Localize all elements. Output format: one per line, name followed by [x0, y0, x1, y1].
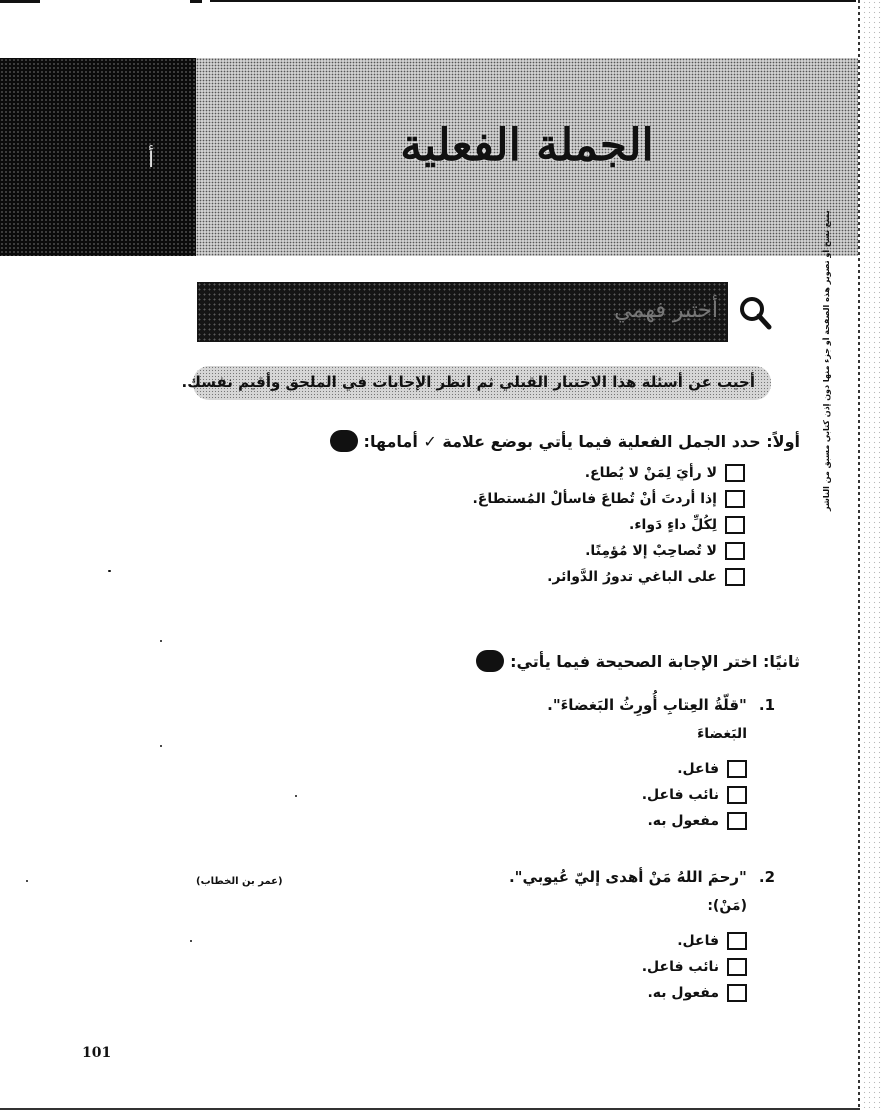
section2-title: ثانيًا: اختر الإجابة الصحيحة فيما يأتي: [510, 651, 800, 671]
checkbox[interactable] [727, 812, 747, 830]
section2-marker [476, 650, 504, 672]
list-item[interactable]: فاعل. [642, 928, 747, 954]
checkbox[interactable] [725, 568, 745, 586]
list-item[interactable]: إذا أردتَ أنْ تُطاعَ فاسألْ المُستطاعَ. [472, 486, 745, 512]
question-2-text: "رحمَ اللهُ مَنْ أهدى إليّ عُيوبي". [508, 868, 747, 886]
top-rule [0, 0, 883, 4]
section2-heading [476, 650, 800, 672]
checkbox[interactable] [727, 760, 747, 778]
question-1-number: 1. [758, 696, 775, 714]
list-item[interactable]: نائب فاعل. [642, 954, 747, 980]
checkbox[interactable] [727, 984, 747, 1002]
scan-speck [26, 880, 28, 882]
question-2-focus: (مَنْ): [707, 898, 747, 914]
section1-marker [330, 430, 358, 452]
page-bottom-border [0, 1108, 860, 1110]
list-item[interactable]: على الباغي تدورُ الدَّوائر. [472, 564, 745, 590]
list-item[interactable]: مفعول به. [642, 808, 747, 834]
section1-options [472, 460, 745, 590]
question-1-options [642, 756, 747, 834]
question-1-text: "قلّةُ العِتابِ أُورِثُ البَغضاءَ". [547, 696, 747, 714]
list-item[interactable]: مفعول به. [642, 980, 747, 1006]
checkbox[interactable] [727, 958, 747, 976]
list-item[interactable]: لا رأيَ لِمَنْ لا يُطاع. [472, 460, 745, 486]
page-number: 101 [82, 1045, 112, 1061]
scan-speck [190, 940, 192, 942]
page-right-border [858, 0, 860, 1108]
question-2 [509, 868, 775, 886]
section1-heading [330, 430, 800, 452]
instruction-banner [181, 366, 771, 400]
scan-speck [160, 745, 162, 747]
search-bar [197, 282, 728, 342]
checkbox[interactable] [725, 542, 745, 560]
question-1-focus: البَغضاءَ [697, 726, 747, 742]
question-1 [547, 696, 775, 714]
instruction-text: أجيب عن أسئلة هذا الاختبار القبلي ثم انظر الإجابات في الملحق وأقيم نفسك. [181, 373, 755, 391]
question-2-number: 2. [758, 868, 775, 886]
scan-speck [108, 570, 111, 572]
header-black-block [0, 58, 196, 256]
list-item[interactable]: لا تُصاحِبْ إلا مُؤمِنًا. [472, 538, 745, 564]
side-copyright-note: يمنع نسخ أو تصوير هذه الصفحة أو جزء منها دون إذن كتابي مسبق من الناشر [822, 210, 831, 511]
page-title: الجملة الفعلية [400, 120, 654, 171]
margin-texture [862, 0, 883, 1108]
checkbox[interactable] [727, 932, 747, 950]
question-2-attribution: (عمر بن الخطاب) [196, 876, 283, 887]
search-label: أختبر فهمي [614, 298, 718, 323]
scan-speck [160, 640, 162, 642]
checkbox[interactable] [725, 464, 745, 482]
section1-title: أولاً: حدد الجمل الفعلية فيما يأتي بوضع علامة ✓ أمامها: [363, 431, 800, 451]
checkbox[interactable] [727, 786, 747, 804]
list-item[interactable]: نائب فاعل. [642, 782, 747, 808]
search-icon [736, 294, 774, 332]
list-item[interactable]: فاعل. [642, 756, 747, 782]
question-2-options [642, 928, 747, 1006]
block-mark: أ [148, 148, 155, 173]
checkbox[interactable] [725, 516, 745, 534]
scan-speck [295, 795, 297, 797]
checkbox[interactable] [725, 490, 745, 508]
list-item[interactable]: لِكُلِّ داءٍ دَواء. [472, 512, 745, 538]
